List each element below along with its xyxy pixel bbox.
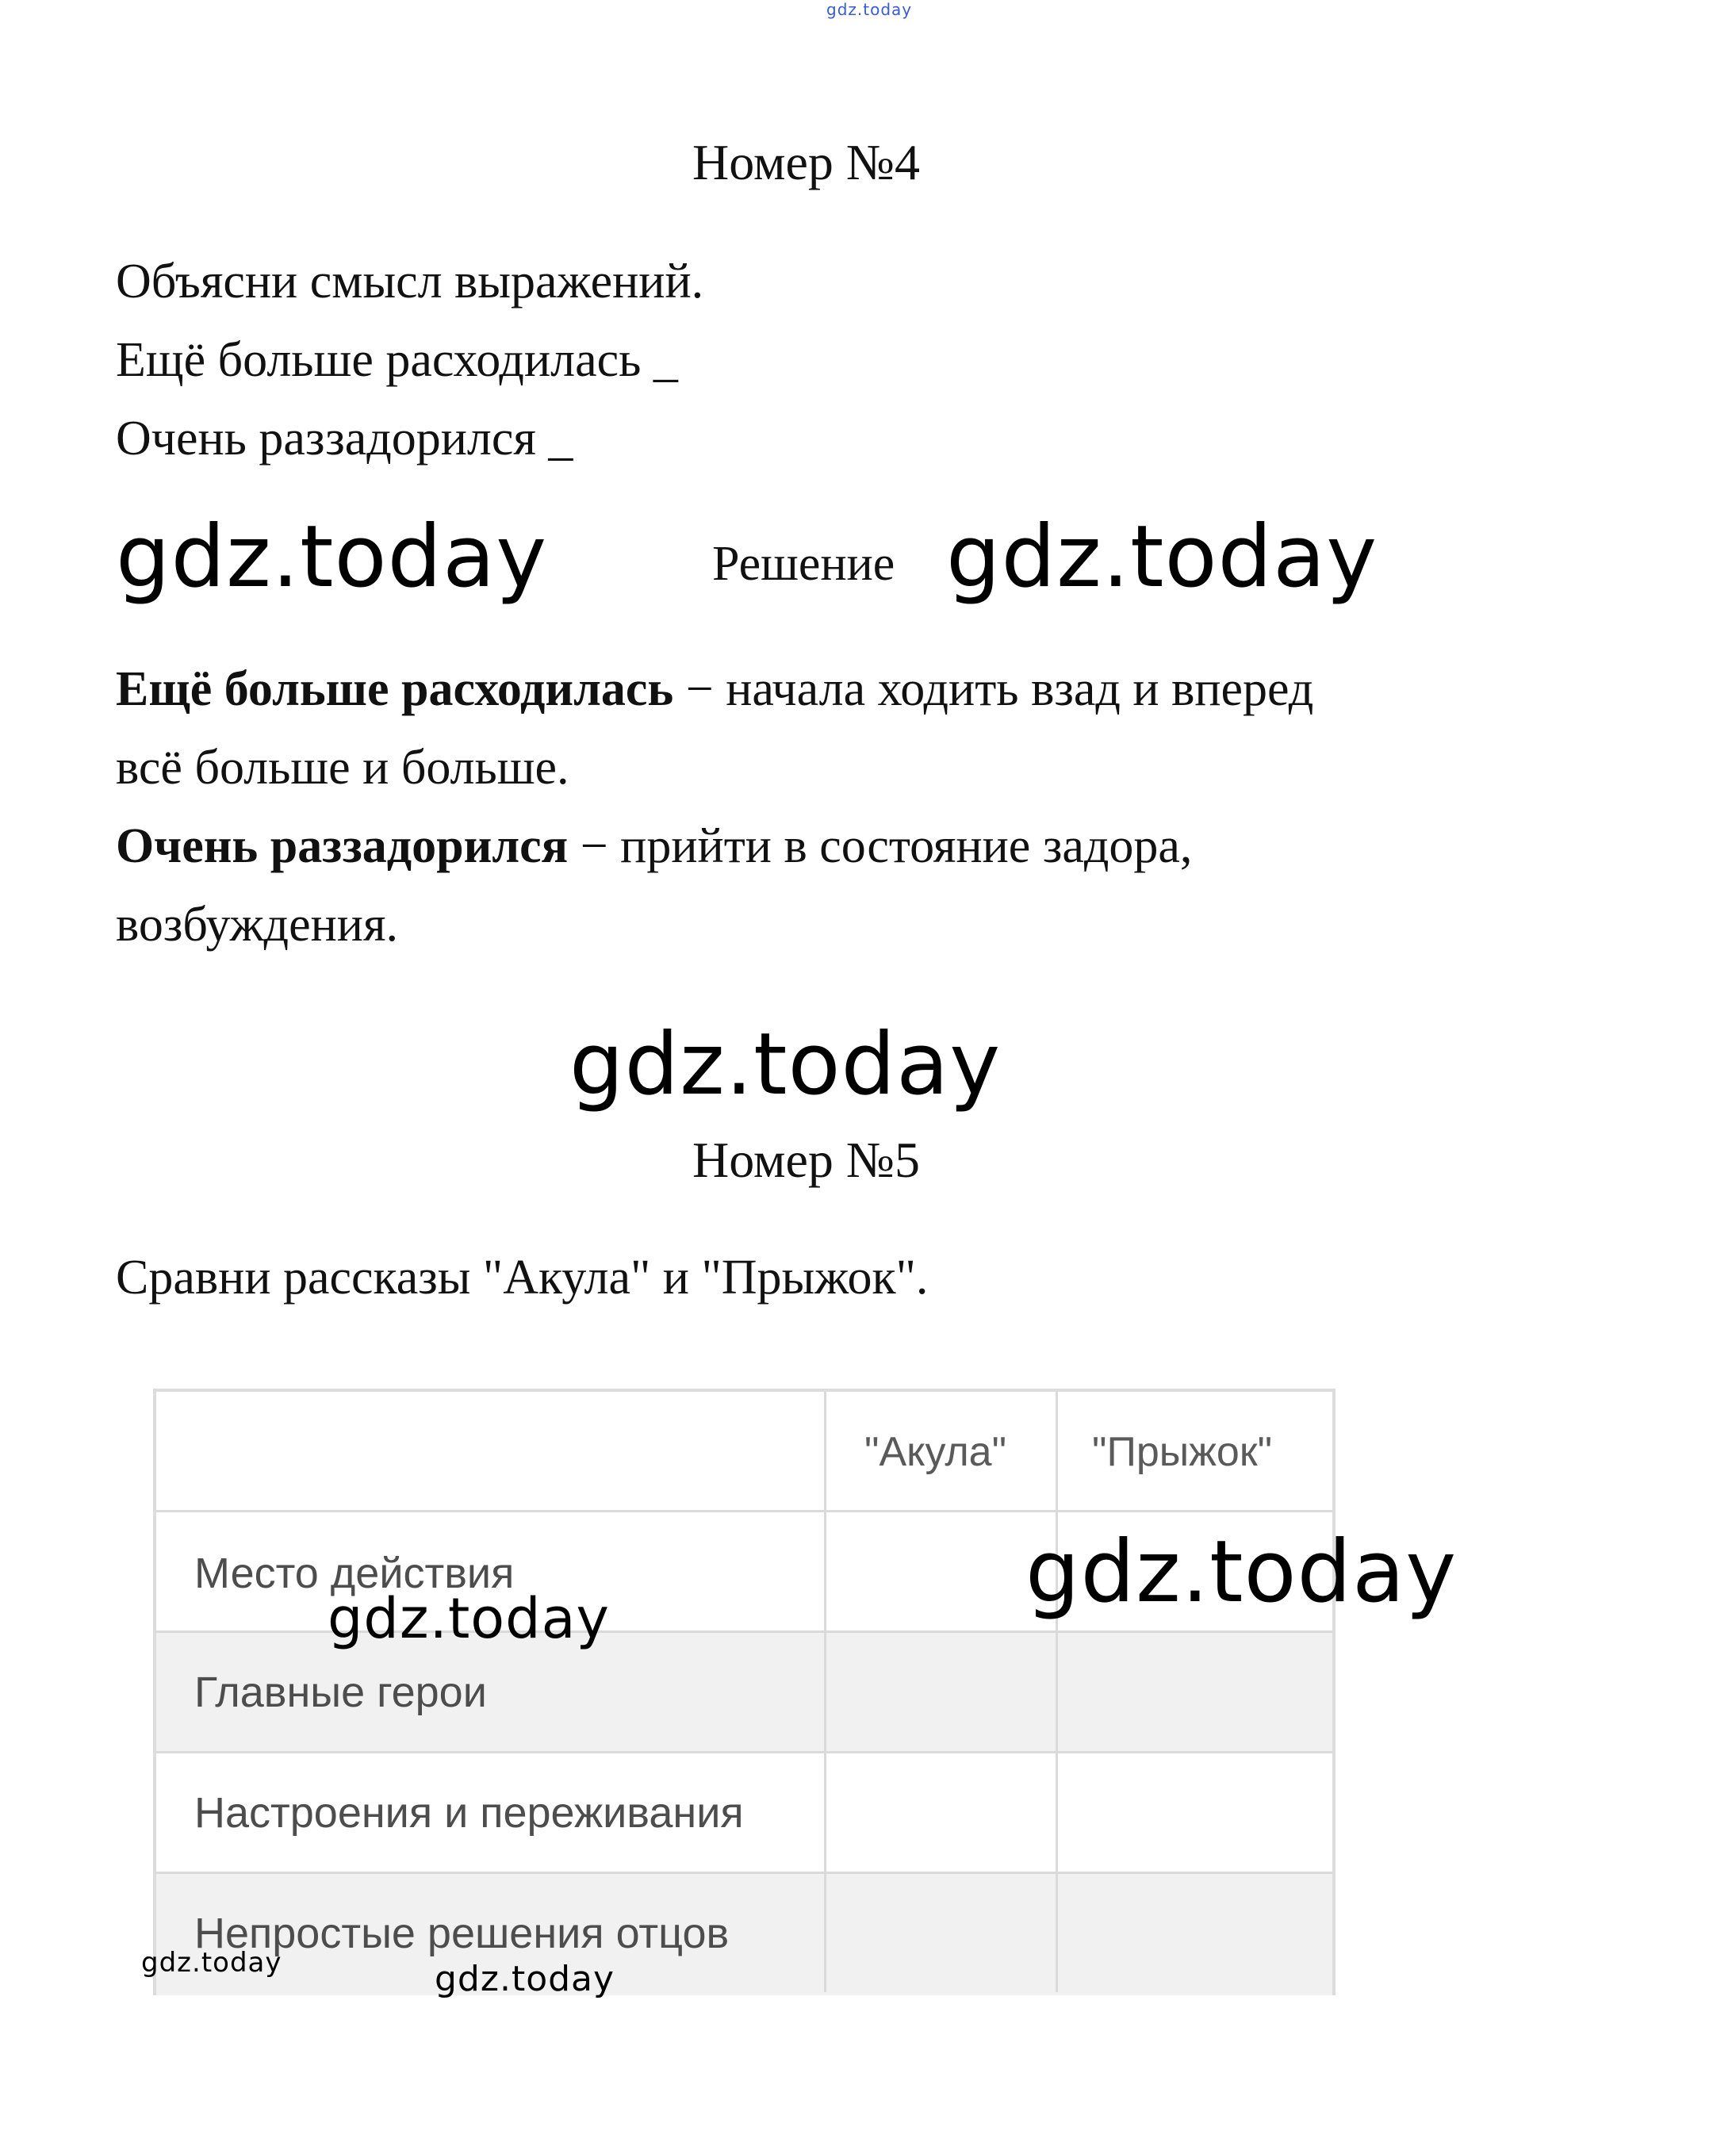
answer-2-definition: − прийти в состояние задора, <box>568 819 1193 873</box>
task5-title: Номер №5 <box>692 1132 920 1188</box>
table-row-label: Непростые решения отцов <box>194 1910 730 1957</box>
watermark-table-small-left: gdz.today <box>141 1947 282 1979</box>
answer-2-term: Очень раззадорился <box>116 819 569 873</box>
watermark-table-small-bottom: gdz.today <box>435 1959 615 1999</box>
watermark-left: gdz.today <box>116 508 548 607</box>
table-header-row <box>156 1392 1332 1512</box>
watermark-top: gdz.today <box>826 0 913 19</box>
answer-1-continued: всё больше и больше. <box>116 741 569 795</box>
table-row-label: Место действия <box>194 1550 515 1597</box>
watermark-table-right: gdz.today <box>1025 1523 1458 1622</box>
answer-1-term: Ещё больше расходилась <box>116 662 674 716</box>
watermark-center: gdz.today <box>569 1015 1002 1114</box>
table-divider <box>824 1392 826 1992</box>
comparison-table <box>153 1389 1336 1995</box>
table-row <box>156 1874 1332 1995</box>
table-header-jump: "Прыжок" <box>1092 1429 1273 1475</box>
task4-title: Номер №4 <box>692 134 920 190</box>
task4-line1: Ещё больше расходилась _ <box>116 333 678 387</box>
answer-2-continued: возбуждения. <box>116 898 398 952</box>
watermark-right: gdz.today <box>946 508 1378 607</box>
answer-1-definition: − начала ходить взад и вперед <box>673 662 1314 716</box>
task4-line2: Очень раззадорился _ <box>116 412 573 466</box>
table-header-shark: "Акула" <box>864 1429 1007 1475</box>
table-row-label: Настроения и переживания <box>194 1789 744 1837</box>
answer-2 <box>116 819 1193 873</box>
answer-1 <box>116 662 1314 716</box>
task4-prompt: Объясни смысл выражений. <box>116 255 704 308</box>
table-row-label: Главные герои <box>194 1669 487 1716</box>
task5-prompt: Сравни рассказы "Акула" и "Прыжок". <box>116 1251 929 1305</box>
watermark-table-mid: gdz.today <box>328 1586 610 1651</box>
table-divider <box>1056 1392 1058 1992</box>
table-row <box>156 1753 1332 1874</box>
solution-label: Решение <box>712 537 895 591</box>
